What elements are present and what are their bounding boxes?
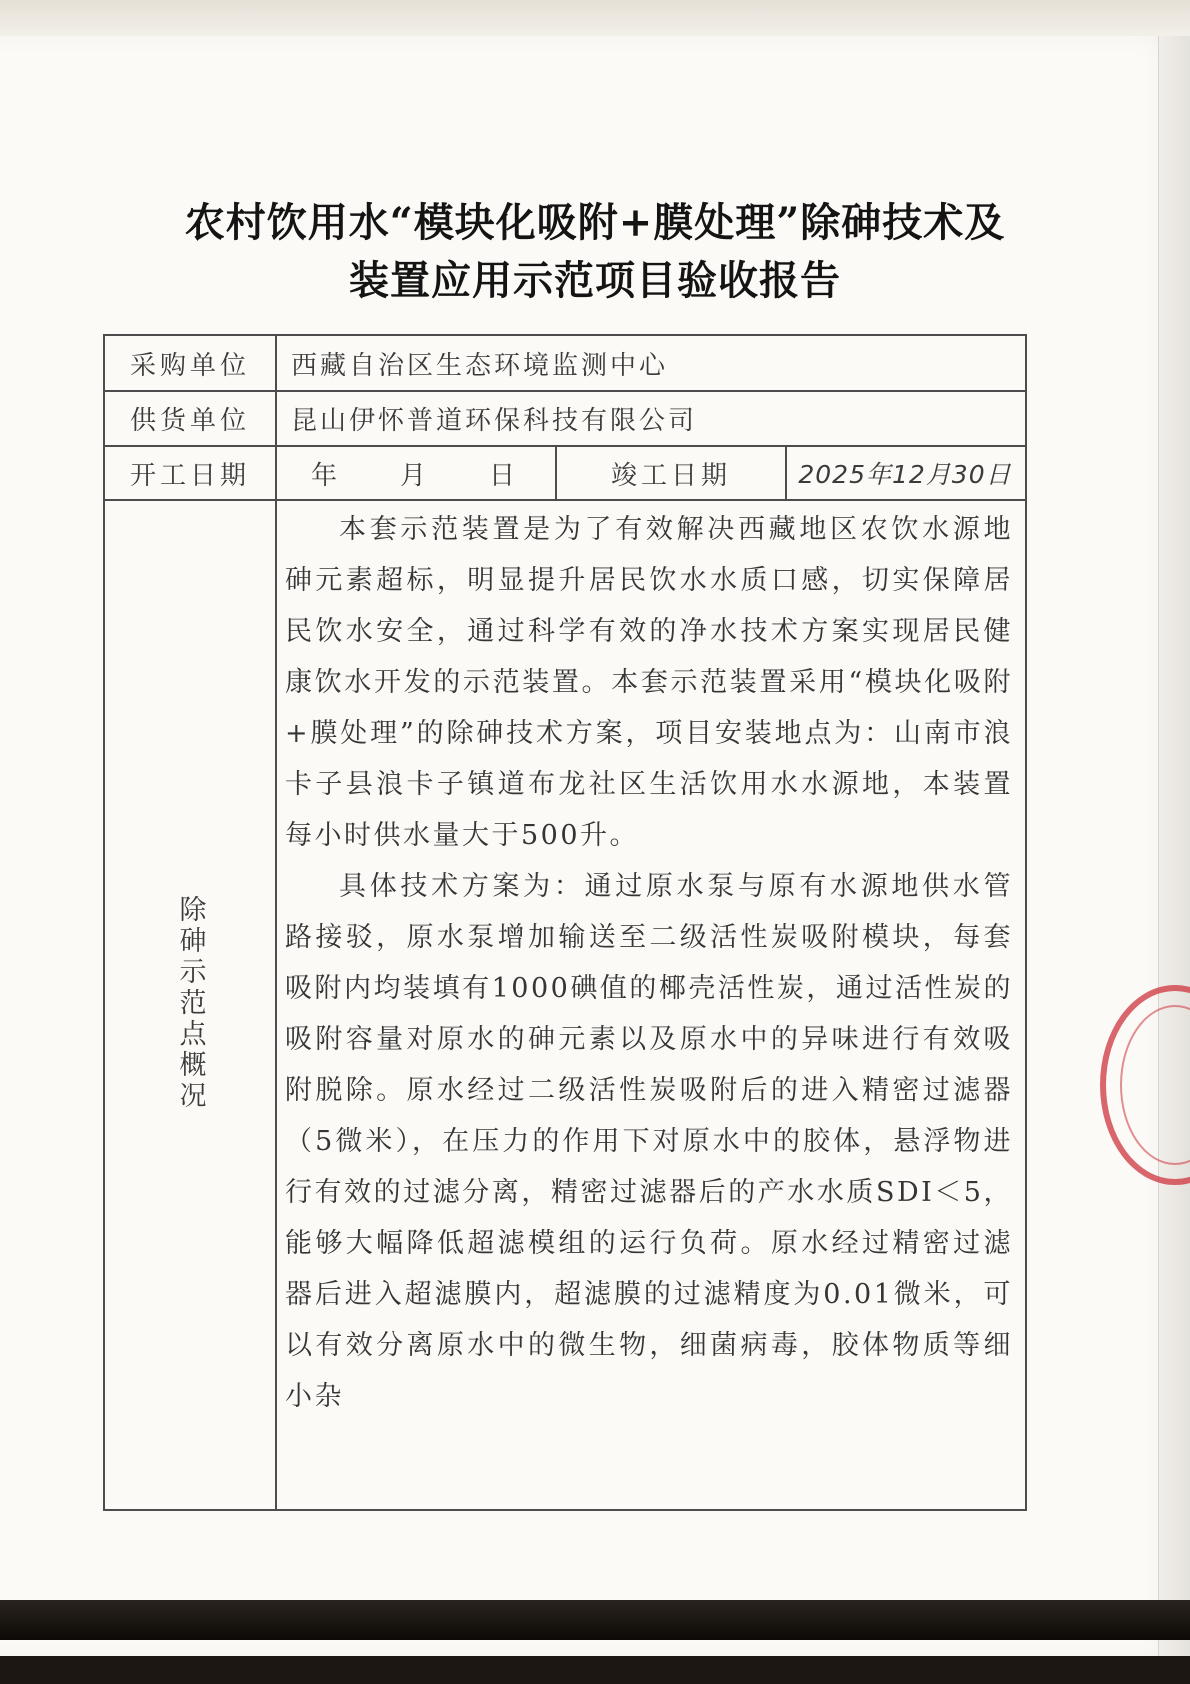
- document-page: [0, 36, 1190, 1656]
- supplier-label: 供货单位: [129, 406, 250, 436]
- purchaser-value: 西藏自治区生态环境监测中心: [291, 350, 669, 381]
- acceptance-form-table: [103, 334, 1027, 1511]
- supplier-value: 昆山伊怀普道环保科技有限公司: [291, 406, 698, 436]
- start-date-value: 年 月 日: [310, 460, 522, 491]
- column-divider: [275, 336, 277, 1509]
- end-date-value: 2025年12月30日: [798, 460, 1012, 489]
- start-date-label: 开工日期: [129, 460, 250, 491]
- title-line-2: 装置应用示范项目验收报告: [349, 257, 841, 304]
- overview-label: 除砷示范点概况: [174, 895, 206, 1112]
- overview-label-cell: [105, 500, 275, 1507]
- overview-paragraph-2: 具体技术方案为：通过原水泵与原有水源地供水管路接驳，原水泵增加输送至二级活性炭吸附模块，每套吸附内均装填有1000碘值的椰壳活性炭，通过活性炭的吸附容量对原水的砷元素以及原水中的异味进行有效吸附脱除。原水经过二级活性炭吸附后的进入精密过滤器（5微米），在压力的作用下对原水中的胶体，悬浮物进行有效的过滤分离，精密过滤器后的产水水质SDI＜5，能够大幅降低超滤模组的运行负荷。原水经过精密过滤器后进入超滤膜内，超滤膜的过滤精度为0.01微米，可以有效分离原水中的微生物，细菌病毒，胶体物质等细小杂: [285, 871, 1013, 1412]
- end-date-label: 竣工日期: [610, 460, 731, 491]
- photo-background-top: [0, 0, 1190, 40]
- page-edge-shadow: [1158, 36, 1190, 1656]
- overview-text: [285, 504, 1013, 1422]
- overview-paragraph-1: 本套示范装置是为了有效解决西藏地区农饮水源地砷元素超标，明显提升居民饮水水质口感，切实保障居民饮水安全，通过科学有效的净水技术方案实现居民健康饮水开发的示范装置。本套示范装置采用“模块化吸附+膜处理”的除砷技术方案，项目安装地点为：山南市浪卡子县浪卡子镇道布龙社区生活饮用水水源地，本装置每小时供水量大于500升。: [285, 514, 1013, 851]
- photo-background-bottom: [0, 1600, 1190, 1640]
- purchaser-label: 采购单位: [129, 350, 250, 381]
- title-line-1: 农村饮用水“模块化吸附+膜处理”除砷技术及: [184, 199, 1006, 246]
- document-title: [60, 194, 1130, 310]
